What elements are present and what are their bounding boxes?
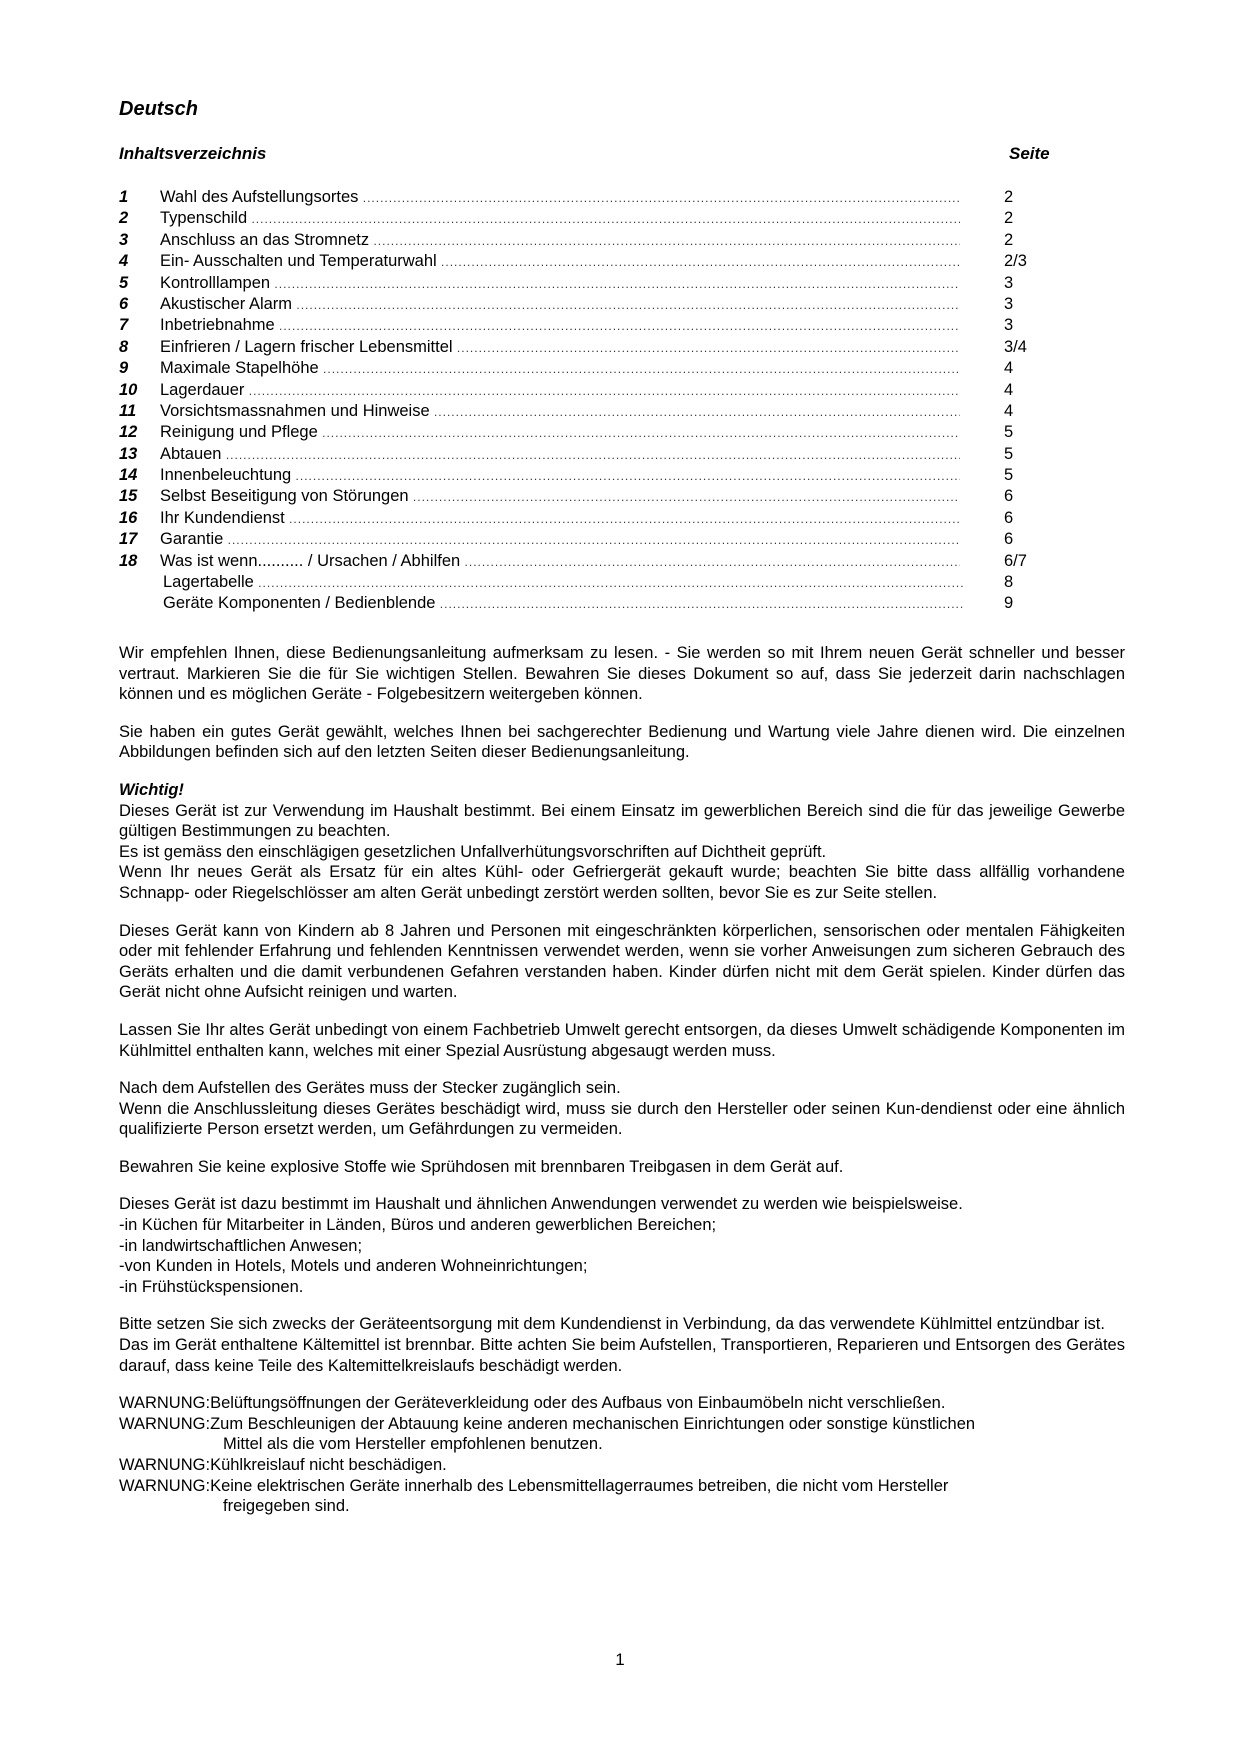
toc-entry-page: 5 [1004, 444, 1014, 463]
toc-entry-page: 6 [1004, 487, 1014, 506]
toc-entry-title: Ein- Ausschalten und Temperaturwahl ..... [160, 251, 960, 273]
toc-entry-title: Vorsichtsmassnahmen und Hinweise ..... [160, 401, 960, 423]
usage-list-item: -von Kunden in Hotels, Motels und anderen Wohneinrichtungen; [119, 1257, 588, 1276]
warning-continuation: freigegeben sind. [223, 1497, 350, 1516]
toc-number: 5 [119, 273, 129, 292]
toc-number: 13 [119, 444, 138, 463]
toc-entry [119, 401, 1039, 422]
warning-continuation: Mittel als die vom Hersteller empfohlenen benutzen. [223, 1435, 603, 1454]
warning-line [119, 1455, 1125, 1476]
toc-entry-page: 4 [1004, 359, 1014, 378]
toc-entry-page: 4 [1004, 401, 1014, 420]
toc-entry [119, 486, 1039, 507]
children-paragraph: Dieses Gerät kann von Kindern ab 8 Jahren und Personen mit eingeschränkten körperlichen, sensorischen oder mentalen Fähigkeiten oder mit fehlender Erfahrung und fehlenden Kenntnissen verwendet werden, wenn sie vorher Anweisungen zum sicheren Gebrauch des Geräts erhalten und die damit verbundenen Gefahren verstanden haben. Kinder dürfen nicht mit dem Gerät spielen. Kinder dürfen das Gerät nicht ohne Aufsicht reinigen und warten. [119, 921, 1125, 1002]
warnings-block [119, 1393, 1125, 1517]
toc-entry-title: Geräte Komponenten / Bedienblende ..... [163, 593, 963, 615]
toc-entry [119, 380, 1039, 401]
warning-line [119, 1393, 1125, 1414]
toc-entry [119, 529, 1039, 550]
warning-label: WARNUNG: [119, 1476, 211, 1495]
toc-entry-page: 2 [1004, 209, 1014, 228]
important-line: Es ist gemäss den einschlägigen gesetzlichen Unfallverhütungsvorschriften auf Dichtheit geprüft. [119, 842, 827, 861]
intro-paragraph: Sie haben ein gutes Gerät gewählt, welches Ihnen bei sachgerechter Bedienung und Wartung viele Jahre dienen wird. Die einzelnen Abbildungen befinden sich auf den letzten Seiten dieser Bedienungsanleitung. [119, 722, 1125, 762]
toc-entry [119, 294, 1039, 315]
toc-entry-page: 3/4 [1004, 337, 1027, 356]
warning-text: Keine elektrischen Geräte innerhalb des Lebensmittellagerraumes betreiben, die nicht vom Hersteller [210, 1476, 949, 1495]
warning-label: WARNUNG: [119, 1414, 211, 1433]
explosive-paragraph: Bewahren Sie keine explosive Stoffe wie Sprühdosen mit brennbaren Treibgasen in dem Gerät auf. [119, 1157, 844, 1176]
body-text [119, 643, 1125, 1517]
toc-entry-title: Kontrolllampen ..... [160, 273, 960, 295]
toc-entry-title: Reinigung und Pflege ..... [160, 422, 960, 444]
toc-entry-title: Ihr Kundendienst ..... [160, 508, 960, 530]
toc-number: 4 [119, 252, 129, 271]
toc-entry [119, 444, 1039, 465]
important-line: Wenn Ihr neues Gerät als Ersatz für ein altes Kühl- oder Gefriergerät gekauft wurde; beachten Sie bitte dass allfällig vorhandene Schnapp- oder Riegelschlösser am alten Gerät unbedingt zerstört werden sollten, bevor Sie es zur Seite stellen. [119, 863, 1125, 902]
toc-entry-page: 8 [1004, 573, 1014, 592]
toc-entry [119, 572, 1039, 593]
toc-entry-page: 4 [1004, 380, 1014, 399]
toc-entry-title: Typenschild ..... [160, 208, 960, 230]
plug-paragraph: Nach dem Aufstellen des Gerätes muss der Stecker zugänglich sein. [119, 1079, 621, 1098]
toc-number: 3 [119, 230, 129, 249]
intro-paragraph: Wir empfehlen Ihnen, diese Bedienungsanleitung aufmerksam zu lesen. - Sie werden so mit Ihrem neuen Gerät schneller und besser vertraut. Markieren Sie die für Sie wichtigen Stellen. Bewahren Sie dieses Dokument so auf, dass Sie jederzeit darin nachschlagen können und es möglichen Geräte - Folgebesitzern weitergeben können. [119, 644, 1125, 704]
toc-number: 10 [119, 380, 138, 399]
toc-entry-title: Einfrieren / Lagern frischer Lebensmittel ..... [160, 337, 960, 359]
usage-list-item: -in Küchen für Mitarbeiter in Länden, Büros und anderen gewerblichen Bereichen; [119, 1216, 717, 1235]
service-paragraph: Bitte setzen Sie sich zwecks der Geräteentsorgung mit dem Kundendienst in Verbindung, da das verwendete Kühlmittel entzündbar ist. [119, 1315, 1105, 1334]
warning-text: Zum Beschleunigen der Abtauung keine anderen mechanischen Einrichtungen oder sonstige künstlichen [210, 1414, 976, 1433]
toc-number: 17 [119, 530, 138, 549]
toc-entry [119, 187, 1039, 208]
toc-entry [119, 273, 1039, 294]
toc-number: 11 [119, 401, 137, 420]
toc-entry-title: Garantie ..... [160, 529, 960, 551]
toc-entry-title: Inbetriebnahme ..... [160, 315, 960, 337]
toc-number: 9 [119, 359, 129, 378]
warning-line [119, 1476, 1125, 1497]
toc-entry-page: 6 [1004, 508, 1014, 527]
toc-entry [119, 230, 1039, 251]
cable-paragraph: Wenn die Anschlussleitung dieses Gerätes beschädigt wird, muss sie durch den Hersteller oder seinen Kun-dendienst oder eine ähnlich qualifizierte Person ersetzt werden, um Gefährdungen zu vermeiden. [119, 1099, 1125, 1139]
toc-entry [119, 508, 1039, 529]
toc-page-header: Seite [1009, 144, 1050, 163]
toc-entry [119, 551, 1039, 572]
table-of-contents [119, 187, 1039, 615]
toc-entry [119, 593, 1039, 614]
toc-entry-title: Abtauen ..... [160, 444, 960, 466]
toc-number: 12 [119, 423, 138, 442]
page-number: 1 [615, 1650, 625, 1669]
toc-entry-title: Innenbeleuchtung ..... [160, 465, 960, 487]
toc-entry-page: 5 [1004, 466, 1014, 485]
warning-line [119, 1414, 1125, 1435]
toc-entry [119, 358, 1039, 379]
disposal-paragraph: Lassen Sie Ihr altes Gerät unbedingt von einem Fachbetrieb Umwelt gerecht entsorgen, da dieses Umwelt schädigende Komponenten im Kühlmittel enthalten kann, welches mit einer Spezial Ausrüstung abgesaugt werden muss. [119, 1020, 1125, 1060]
toc-entry-title: Maximale Stapelhöhe ..... [160, 358, 960, 380]
toc-entry-title: Selbst Beseitigung von Störungen ..... [160, 486, 960, 508]
toc-entry [119, 337, 1039, 358]
language-heading: Deutsch [119, 98, 198, 120]
toc-entry-page: 3 [1004, 316, 1014, 335]
toc-entry-page: 6 [1004, 530, 1014, 549]
toc-number: 8 [119, 337, 129, 356]
toc-entry-page: 2/3 [1004, 252, 1027, 271]
toc-entry [119, 465, 1039, 486]
toc-entry-title: Akustischer Alarm ..... [160, 294, 960, 316]
warning-label: WARNUNG: [119, 1456, 211, 1474]
toc-entry-title: Lagerdauer ..... [160, 380, 960, 402]
toc-entry [119, 315, 1039, 336]
toc-number: 18 [119, 551, 138, 570]
toc-entry-page: 3 [1004, 273, 1014, 292]
toc-entry-page: 2 [1004, 230, 1014, 249]
toc-entry-page: 9 [1004, 594, 1014, 613]
usage-paragraph: Dieses Gerät ist dazu bestimmt im Haushalt und ähnlichen Anwendungen verwendet zu werden wie beispielsweise. [119, 1195, 963, 1214]
warning-text: Kühlkreislauf nicht beschädigen. [210, 1456, 447, 1474]
important-heading: Wichtig! [119, 780, 184, 799]
warning-text: Belüftungsöffnungen der Geräteverkleidung oder des Aufbaus von Einbaumöbeln nicht verschließen. [210, 1394, 946, 1413]
toc-entry [119, 251, 1039, 272]
toc-entry-page: 5 [1004, 423, 1014, 442]
toc-entry-title: Lagertabelle ..... [163, 572, 963, 594]
toc-entry [119, 208, 1039, 229]
toc-entry-page: 2 [1004, 188, 1014, 206]
flammable-paragraph: Das im Gerät enthaltene Kältemittel ist brennbar. Bitte achten Sie beim Aufstellen, Transportieren, Reparieren und Entsorgen des Gerätes darauf, dass keine Teile des Kaltemittelkreislaufs beschädigt werden. [119, 1336, 1125, 1375]
toc-header [119, 144, 1050, 164]
usage-list-item: -in landwirtschaftlichen Anwesen; [119, 1236, 363, 1255]
toc-number: 14 [119, 466, 138, 485]
toc-entry-title: Anschluss an das Stromnetz ..... [160, 230, 960, 252]
toc-number: 1 [119, 188, 129, 206]
toc-entry-page: 6/7 [1004, 551, 1027, 570]
toc-entry [119, 422, 1039, 443]
toc-number: 2 [119, 209, 129, 228]
toc-number: 6 [119, 294, 129, 313]
important-line: Dieses Gerät ist zur Verwendung im Haushalt bestimmt. Bei einem Einsatz im gewerblichen Bereich sind die für das jeweilige Gewerbe gültigen Bestimmungen zu beachten. [119, 801, 1125, 841]
toc-number: 16 [119, 508, 138, 527]
warning-label: WARNUNG: [119, 1394, 211, 1413]
toc-title: Inhaltsverzeichnis [119, 144, 267, 163]
toc-entry-title: Wahl des Aufstellungsortes ..... [160, 187, 960, 209]
toc-number: 7 [119, 316, 129, 335]
toc-entry-title: Was ist wenn.......... / Ursachen / Abhilfen ..... [160, 551, 960, 573]
toc-entry-page: 3 [1004, 294, 1014, 313]
toc-number: 15 [119, 487, 138, 506]
usage-list-item: -in Frühstückspensionen. [119, 1277, 304, 1296]
